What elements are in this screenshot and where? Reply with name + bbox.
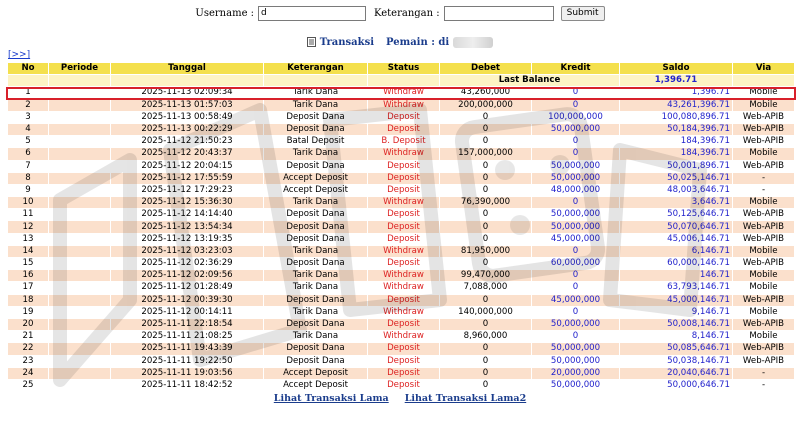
cell-tanggal: 2025-11-12 20:43:37: [111, 148, 264, 160]
cell-kredit: 0: [532, 87, 620, 99]
cell-saldo: 63,793,146.71: [620, 282, 733, 294]
cell-keterangan: Deposit Dana: [264, 294, 368, 306]
table-row: [8, 282, 795, 294]
cell-no: 8: [8, 172, 49, 184]
table-row: [8, 294, 795, 306]
lihat-transaksi-lama2-link[interactable]: Lihat Transaksi Lama2: [404, 393, 527, 404]
cell-periode: [49, 184, 111, 196]
table-row: [8, 136, 795, 148]
cell-saldo: 50,000,646.71: [620, 379, 733, 391]
header-kredit: Kredit: [532, 63, 620, 75]
cell-keterangan: Deposit Dana: [264, 355, 368, 367]
cell-saldo: 6,146.71: [620, 245, 733, 257]
cell-kredit: 0: [532, 331, 620, 343]
cell-debet: 7,088,000: [440, 282, 532, 294]
submit-button[interactable]: Submit: [561, 6, 605, 21]
cell-no: 13: [8, 233, 49, 245]
cell-saldo: 184,396.71: [620, 136, 733, 148]
table-row: [8, 270, 795, 282]
table-row: [8, 184, 795, 196]
cell-tanggal: 2025-11-11 19:03:56: [111, 367, 264, 379]
table-row: [8, 233, 795, 245]
cell-periode: [49, 270, 111, 282]
cell-tanggal: 2025-11-12 01:28:49: [111, 282, 264, 294]
table-row: [8, 123, 795, 135]
cell-no: 25: [8, 379, 49, 391]
cell-kredit: 45,000,000: [532, 233, 620, 245]
cell-periode: [49, 258, 111, 270]
cell-no: 19: [8, 306, 49, 318]
cell-status: B. Deposit: [368, 136, 440, 148]
cell-status: Deposit: [368, 258, 440, 270]
cell-periode: [49, 379, 111, 391]
transaksi-title: Transaksi: [319, 36, 374, 48]
cell-kredit: 60,000,000: [532, 258, 620, 270]
cell-no: 24: [8, 367, 49, 379]
cell-tanggal: 2025-11-12 13:54:34: [111, 221, 264, 233]
cell-no: 3: [8, 111, 49, 123]
cell-kredit: 50,000,000: [532, 209, 620, 221]
cell-keterangan: Deposit Dana: [264, 123, 368, 135]
cell-status: Withdraw: [368, 282, 440, 294]
cell-keterangan: Deposit Dana: [264, 318, 368, 330]
header-saldo: Saldo: [620, 63, 733, 75]
cell-tanggal: 2025-11-12 02:09:56: [111, 270, 264, 282]
cell-keterangan: Deposit Dana: [264, 221, 368, 233]
cell-tanggal: 2025-11-13 01:57:03: [111, 99, 264, 111]
cell-status: Withdraw: [368, 197, 440, 209]
cell-tanggal: 2025-11-12 03:23:03: [111, 245, 264, 257]
cell-kredit: 50,000,000: [532, 160, 620, 172]
cell-keterangan: Accept Deposit: [264, 172, 368, 184]
cell-keterangan: Deposit Dana: [264, 111, 368, 123]
cell-no: 15: [8, 258, 49, 270]
cell-periode: [49, 331, 111, 343]
cell-debet: 0: [440, 160, 532, 172]
table-row: [8, 318, 795, 330]
cell-periode: [49, 233, 111, 245]
cell-kredit: 0: [532, 245, 620, 257]
cell-tanggal: 2025-11-12 00:39:30: [111, 294, 264, 306]
cell-status: Deposit: [368, 172, 440, 184]
cell-no: 21: [8, 331, 49, 343]
cell-kredit: 50,000,000: [532, 379, 620, 391]
cell-debet: 0: [440, 258, 532, 270]
cell-saldo: 50,008,146.71: [620, 318, 733, 330]
cell-no: 9: [8, 184, 49, 196]
cell-tanggal: 2025-11-11 19:43:39: [111, 343, 264, 355]
cell-via: Web-APIB: [733, 221, 795, 233]
last-balance-label: Last Balance: [440, 75, 620, 87]
cell-via: Mobile: [733, 99, 795, 111]
cell-saldo: 146.71: [620, 270, 733, 282]
cell-saldo: 8,146.71: [620, 331, 733, 343]
cell-periode: [49, 209, 111, 221]
cell-kredit: 0: [532, 136, 620, 148]
cell-debet: 0: [440, 136, 532, 148]
cell-tanggal: 2025-11-12 00:14:11: [111, 306, 264, 318]
cell-periode: [49, 318, 111, 330]
keterangan-input[interactable]: [444, 6, 554, 21]
cell-status: Withdraw: [368, 245, 440, 257]
cell-periode: [49, 367, 111, 379]
cell-saldo: 100,080,896.71: [620, 111, 733, 123]
cell-debet: 0: [440, 209, 532, 221]
cell-via: -: [733, 184, 795, 196]
cell-status: Withdraw: [368, 331, 440, 343]
cell-kredit: 0: [532, 306, 620, 318]
username-label: Username :: [195, 7, 255, 19]
table-row: [8, 172, 795, 184]
cell-tanggal: 2025-11-13 00:22:29: [111, 123, 264, 135]
cell-keterangan: Tarik Dana: [264, 148, 368, 160]
cell-periode: [49, 160, 111, 172]
footer-links: [0, 393, 800, 404]
table-row: [8, 331, 795, 343]
cell-status: Deposit: [368, 209, 440, 221]
cell-keterangan: Tarik Dana: [264, 87, 368, 99]
lb-empty: [8, 75, 49, 87]
cell-keterangan: Accept Deposit: [264, 367, 368, 379]
table-row: [8, 221, 795, 233]
cell-tanggal: 2025-11-12 15:36:30: [111, 197, 264, 209]
cell-kredit: 50,000,000: [532, 123, 620, 135]
cell-no: 12: [8, 221, 49, 233]
cell-saldo: 1,396.71: [620, 87, 733, 99]
cell-via: Mobile: [733, 270, 795, 282]
table-row: [8, 209, 795, 221]
lihat-transaksi-lama-link[interactable]: Lihat Transaksi Lama: [273, 393, 389, 404]
cell-via: Mobile: [733, 306, 795, 318]
table-row: [8, 197, 795, 209]
cell-no: 1: [8, 87, 49, 99]
cell-via: Mobile: [733, 245, 795, 257]
cell-saldo: 50,038,146.71: [620, 355, 733, 367]
cell-via: Web-APIB: [733, 209, 795, 221]
cell-saldo: 45,006,146.71: [620, 233, 733, 245]
cell-keterangan: Batal Deposit: [264, 136, 368, 148]
table-row: [8, 343, 795, 355]
pemain-label: Pemain : di: [386, 36, 450, 48]
cell-status: Deposit: [368, 221, 440, 233]
cell-tanggal: 2025-11-11 21:08:25: [111, 331, 264, 343]
cell-keterangan: Deposit Dana: [264, 343, 368, 355]
cell-via: Web-APIB: [733, 355, 795, 367]
cell-saldo: 45,000,146.71: [620, 294, 733, 306]
cell-via: Web-APIB: [733, 343, 795, 355]
header-tanggal: Tanggal: [111, 63, 264, 75]
cell-keterangan: Tarik Dana: [264, 282, 368, 294]
cell-debet: 157,000,000: [440, 148, 532, 160]
cell-periode: [49, 123, 111, 135]
table-row: [8, 87, 795, 99]
cell-no: 5: [8, 136, 49, 148]
cell-keterangan: Deposit Dana: [264, 258, 368, 270]
cell-via: Web-APIB: [733, 233, 795, 245]
cell-kredit: 0: [532, 197, 620, 209]
table-row: [8, 160, 795, 172]
next-page-link[interactable]: [>>]: [8, 50, 31, 60]
cell-no: 6: [8, 148, 49, 160]
cell-saldo: 20,040,646.71: [620, 367, 733, 379]
cell-periode: [49, 148, 111, 160]
cell-via: Web-APIB: [733, 123, 795, 135]
lb-empty: [368, 75, 440, 87]
cell-status: Deposit: [368, 343, 440, 355]
cell-kredit: 0: [532, 99, 620, 111]
cell-no: 18: [8, 294, 49, 306]
cell-no: 23: [8, 355, 49, 367]
cell-tanggal: 2025-11-12 20:04:15: [111, 160, 264, 172]
cell-debet: 43,260,000: [440, 87, 532, 99]
cell-periode: [49, 343, 111, 355]
cell-no: 11: [8, 209, 49, 221]
cell-kredit: 45,000,000: [532, 294, 620, 306]
cell-debet: 0: [440, 367, 532, 379]
cell-via: -: [733, 379, 795, 391]
cell-debet: 0: [440, 184, 532, 196]
cell-kredit: 50,000,000: [532, 343, 620, 355]
cell-via: Mobile: [733, 87, 795, 99]
cell-debet: 140,000,000: [440, 306, 532, 318]
cell-periode: [49, 221, 111, 233]
cell-keterangan: Deposit Dana: [264, 233, 368, 245]
cell-status: Deposit: [368, 318, 440, 330]
table-row: [8, 99, 795, 111]
cell-status: Deposit: [368, 233, 440, 245]
cell-no: 2: [8, 99, 49, 111]
cell-saldo: 48,003,646.71: [620, 184, 733, 196]
lb-empty: [264, 75, 368, 87]
cell-no: 10: [8, 197, 49, 209]
cell-periode: [49, 111, 111, 123]
cell-tanggal: 2025-11-11 19:22:50: [111, 355, 264, 367]
cell-debet: 8,960,000: [440, 331, 532, 343]
transactions-table: [7, 62, 795, 392]
cell-no: 17: [8, 282, 49, 294]
header-keterangan: Keterangan: [264, 63, 368, 75]
table-row: [8, 148, 795, 160]
cell-kredit: 0: [532, 270, 620, 282]
cell-via: Web-APIB: [733, 294, 795, 306]
cell-debet: 0: [440, 111, 532, 123]
cell-kredit: 50,000,000: [532, 221, 620, 233]
cell-debet: 0: [440, 318, 532, 330]
cell-periode: [49, 87, 111, 99]
cell-debet: 200,000,000: [440, 99, 532, 111]
cell-periode: [49, 294, 111, 306]
cell-tanggal: 2025-11-11 18:42:52: [111, 379, 264, 391]
cell-debet: 99,470,000: [440, 270, 532, 282]
last-balance-value: 1,396.71: [620, 75, 733, 87]
cell-debet: 0: [440, 343, 532, 355]
cell-no: 14: [8, 245, 49, 257]
cell-via: -: [733, 367, 795, 379]
last-balance-row: [8, 75, 795, 87]
cell-keterangan: Accept Deposit: [264, 184, 368, 196]
cell-debet: 0: [440, 379, 532, 391]
cell-keterangan: Tarik Dana: [264, 331, 368, 343]
cell-saldo: 50,125,646.71: [620, 209, 733, 221]
cell-keterangan: Tarik Dana: [264, 306, 368, 318]
cell-status: Deposit: [368, 123, 440, 135]
cell-kredit: 50,000,000: [532, 172, 620, 184]
cell-keterangan: Tarik Dana: [264, 245, 368, 257]
cell-saldo: 9,146.71: [620, 306, 733, 318]
cell-via: Web-APIB: [733, 318, 795, 330]
lb-empty: [49, 75, 111, 87]
cell-periode: [49, 306, 111, 318]
table-header-row: [8, 63, 795, 75]
cell-status: Withdraw: [368, 87, 440, 99]
cell-kredit: 50,000,000: [532, 355, 620, 367]
search-form: [0, 0, 800, 26]
cell-status: Deposit: [368, 111, 440, 123]
cell-keterangan: Deposit Dana: [264, 160, 368, 172]
cell-tanggal: 2025-11-13 02:09:34: [111, 87, 264, 99]
cell-no: 20: [8, 318, 49, 330]
cell-kredit: 20,000,000: [532, 367, 620, 379]
cell-tanggal: 2025-11-12 21:50:23: [111, 136, 264, 148]
cell-tanggal: 2025-11-13 00:58:49: [111, 111, 264, 123]
cell-saldo: 50,025,146.71: [620, 172, 733, 184]
cell-tanggal: 2025-11-12 17:55:59: [111, 172, 264, 184]
cell-via: Web-APIB: [733, 111, 795, 123]
cell-debet: 0: [440, 294, 532, 306]
cell-periode: [49, 172, 111, 184]
page-title: [0, 32, 800, 52]
cell-debet: 0: [440, 221, 532, 233]
cell-status: Withdraw: [368, 99, 440, 111]
header-debet: Debet: [440, 63, 532, 75]
header-no: No: [8, 63, 49, 75]
table-row: [8, 355, 795, 367]
cell-via: Mobile: [733, 282, 795, 294]
cell-status: Withdraw: [368, 270, 440, 282]
cell-saldo: 50,085,646.71: [620, 343, 733, 355]
table-row: [8, 111, 795, 123]
cell-keterangan: Deposit Dana: [264, 209, 368, 221]
header-status: Status: [368, 63, 440, 75]
cell-tanggal: 2025-11-12 13:19:35: [111, 233, 264, 245]
cell-debet: 0: [440, 172, 532, 184]
cell-keterangan: Accept Deposit: [264, 379, 368, 391]
cell-status: Withdraw: [368, 148, 440, 160]
cell-debet: 81,950,000: [440, 245, 532, 257]
table-row: [8, 258, 795, 270]
cell-tanggal: 2025-11-12 17:29:23: [111, 184, 264, 196]
cell-debet: 0: [440, 123, 532, 135]
lb-empty: [733, 75, 795, 87]
cell-no: 4: [8, 123, 49, 135]
cell-periode: [49, 245, 111, 257]
cell-via: Web-APIB: [733, 160, 795, 172]
cell-saldo: 184,396.71: [620, 148, 733, 160]
cell-no: 16: [8, 270, 49, 282]
cell-status: Deposit: [368, 355, 440, 367]
header-via: Via: [733, 63, 795, 75]
cell-status: Withdraw: [368, 306, 440, 318]
cell-tanggal: 2025-11-12 02:36:29: [111, 258, 264, 270]
cell-periode: [49, 99, 111, 111]
cell-debet: 0: [440, 233, 532, 245]
cell-periode: [49, 136, 111, 148]
cell-via: Mobile: [733, 148, 795, 160]
cell-keterangan: Tarik Dana: [264, 99, 368, 111]
cell-status: Deposit: [368, 294, 440, 306]
cell-no: 22: [8, 343, 49, 355]
cell-keterangan: Tarik Dana: [264, 270, 368, 282]
cell-saldo: 50,070,646.71: [620, 221, 733, 233]
cell-status: Deposit: [368, 184, 440, 196]
cell-saldo: 3,646.71: [620, 197, 733, 209]
cell-via: Web-APIB: [733, 136, 795, 148]
table-row: [8, 379, 795, 391]
document-icon: [307, 37, 316, 47]
cell-kredit: 50,000,000: [532, 318, 620, 330]
cell-via: Mobile: [733, 331, 795, 343]
cell-status: Deposit: [368, 160, 440, 172]
table-row: [8, 306, 795, 318]
cell-periode: [49, 355, 111, 367]
cell-periode: [49, 282, 111, 294]
table-row: [8, 367, 795, 379]
cell-via: -: [733, 172, 795, 184]
cell-saldo: 43,261,396.71: [620, 99, 733, 111]
cell-tanggal: 2025-11-11 22:18:54: [111, 318, 264, 330]
cell-debet: 0: [440, 355, 532, 367]
table-row: [8, 245, 795, 257]
cell-via: Mobile: [733, 197, 795, 209]
header-periode: Periode: [49, 63, 111, 75]
cell-debet: 76,390,000: [440, 197, 532, 209]
cell-saldo: 50,184,396.71: [620, 123, 733, 135]
cell-kredit: 48,000,000: [532, 184, 620, 196]
cell-saldo: 50,001,896.71: [620, 160, 733, 172]
cell-kredit: 100,000,000: [532, 111, 620, 123]
cell-tanggal: 2025-11-12 14:14:40: [111, 209, 264, 221]
cell-keterangan: Tarik Dana: [264, 197, 368, 209]
cell-saldo: 60,000,146.71: [620, 258, 733, 270]
cell-kredit: 0: [532, 148, 620, 160]
keterangan-label: Keterangan :: [374, 7, 440, 19]
cell-status: Deposit: [368, 379, 440, 391]
redacted-name: [453, 37, 493, 48]
cell-status: Deposit: [368, 367, 440, 379]
cell-no: 7: [8, 160, 49, 172]
cell-kredit: 0: [532, 282, 620, 294]
username-input[interactable]: [258, 6, 366, 21]
cell-periode: [49, 197, 111, 209]
cell-via: Web-APIB: [733, 258, 795, 270]
lb-empty: [111, 75, 264, 87]
